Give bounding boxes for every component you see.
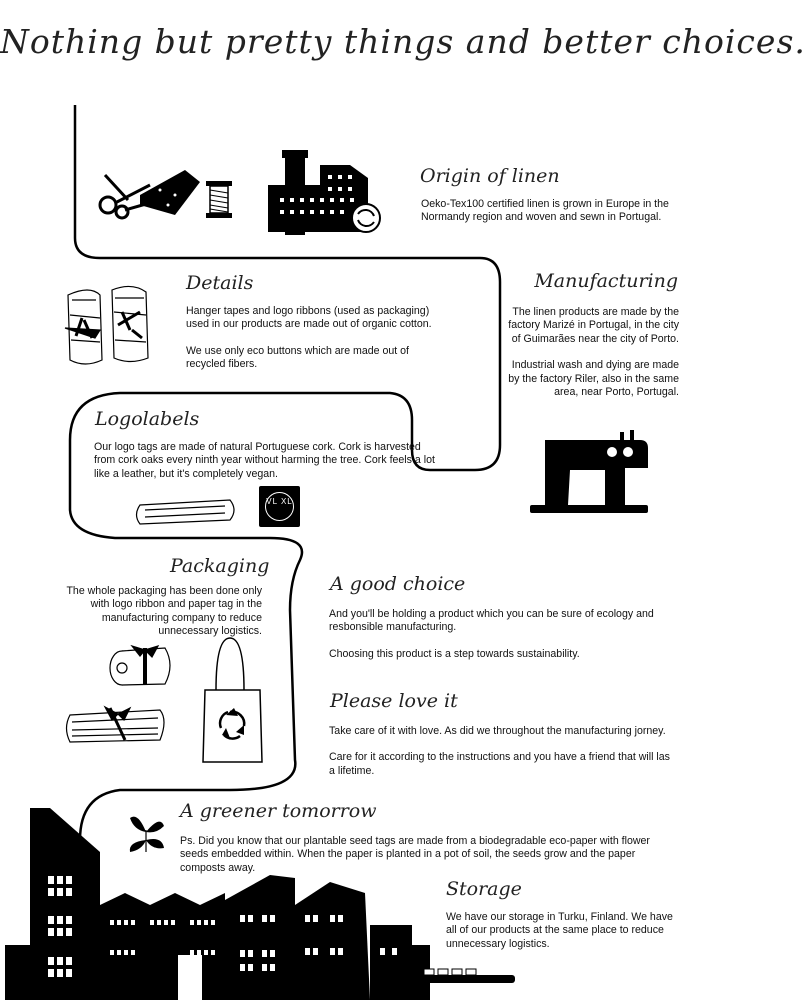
folded-cloth-icon <box>137 500 235 524</box>
thread-spool-icon <box>206 181 232 218</box>
tote-bag-icon <box>203 638 262 762</box>
love-text: Take care of it with love. As did we throughout the manufacturing jorney. Care for it according to the instructions and you have a friend that will las a lifetime. <box>329 725 670 777</box>
folded-stack-icon <box>67 707 165 742</box>
ribbon-roll-icon <box>110 646 170 685</box>
love-heading: Please love it <box>330 690 458 712</box>
origin-text: Oeko-Tex100 certified linen is grown in Europe in the Normandy region and woven and sewn in Portugal. <box>421 198 669 224</box>
logolabels-text: Our logo tags are made of natural Portuguese cork. Cork is harvested from cork oaks every ninth year without harming the tree. Cork feels a lot like a leather, but it's completely vegan. <box>94 441 435 480</box>
greener-heading: A greener tomorrow <box>180 800 377 822</box>
packaging-text: The whole packaging has been done only with logo ribbon and paper tag in the manufacturing company to reduce unnecessary logistics. <box>66 585 262 638</box>
scissors-fabric-icon <box>100 170 200 218</box>
rolled-linen-icon <box>65 286 148 364</box>
origin-heading: Origin of linen <box>420 165 560 187</box>
details-heading: Details <box>186 272 254 294</box>
cork-logo-tag <box>259 486 300 527</box>
factory-icon <box>268 150 380 235</box>
logo-tag-text: VL XL <box>266 497 293 506</box>
greener-text: Ps. Did you know that our plantable seed tags are made from a biodegradable eco-paper with flower seeds embedded within. When the paper is planted in a pot of soil, the seeds grow and the paper composts away. <box>180 835 650 874</box>
manufacturing-heading: Manufacturing <box>534 270 678 292</box>
plant-icon <box>130 817 164 852</box>
page-title: Nothing but pretty things and better choices. <box>0 22 806 61</box>
sewing-machine-icon <box>530 430 648 513</box>
good-choice-heading: A good choice <box>330 573 466 595</box>
good-choice-text: And you'll be holding a product which you can be sure of ecology and resbonsible manufacturing. Choosing this product is a step towards sustainability. <box>329 608 654 660</box>
packaging-heading: Packaging <box>170 555 270 577</box>
manufacturing-text: The linen products are made by the factory Marizé in Portugal, in the city of Guimarães near the city of Porto. Industrial wash and dying are made by the factory Riler, also in the same area, near Porto, Portugal. <box>508 306 679 399</box>
details-text: Hanger tapes and logo ribbons (used as packaging) used in our products are made out of organic cotton. We use only eco buttons which are made out of recycled fibers. <box>186 305 432 371</box>
tiny-cars <box>424 969 476 975</box>
logolabels-heading: Logolabels <box>95 408 200 430</box>
storage-heading: Storage <box>446 878 522 900</box>
storage-text: We have our storage in Turku, Finland. We have all of our products at the same place to reduce unnecessary logistics. <box>446 911 673 950</box>
